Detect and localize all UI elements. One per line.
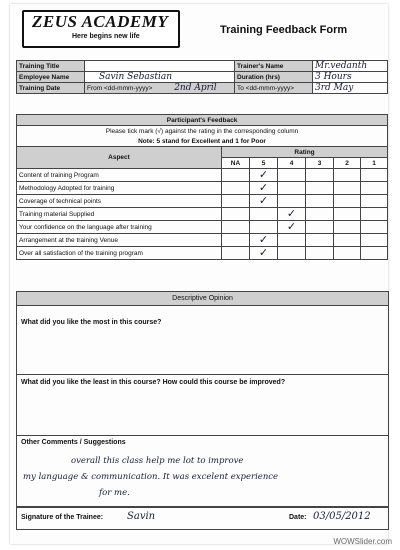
- feedback-row: [17, 195, 388, 208]
- rating-cell-3: [306, 195, 334, 208]
- training-title-value: [85, 61, 235, 72]
- rating-cell-na: [222, 247, 250, 260]
- signature-label: Signature of the Trainee:: [21, 514, 104, 521]
- feedback-row: [17, 169, 388, 182]
- date-label: Date:: [289, 514, 307, 521]
- rating-cell-1: [361, 195, 388, 208]
- rating-cell-4: [278, 195, 306, 208]
- feedback-row: [17, 208, 388, 221]
- rating-cell-na: [222, 234, 250, 247]
- rating-cell-2: [334, 195, 361, 208]
- feedback-row: [17, 221, 388, 234]
- rating-cell-na: [222, 182, 250, 195]
- rating-cell-1: [361, 182, 388, 195]
- trainee-signature: Savin: [127, 511, 156, 522]
- rating-cell-1: [361, 234, 388, 247]
- rating-cell-3: [306, 208, 334, 221]
- aspect-label: Arrangement at the training Venue: [17, 234, 222, 247]
- rating-cell-2: [334, 169, 361, 182]
- question-liked-least: What did you like the least in this course? How could this course be improved?: [21, 379, 286, 386]
- rating-cell-na: [222, 221, 250, 234]
- rating-cell-1: [361, 221, 388, 234]
- rating-col-2: 2: [334, 158, 361, 169]
- to-date-label: To <dd-mmm-yyyy>: [235, 83, 313, 94]
- training-info-table: [16, 60, 388, 94]
- duration-value: 3 Hours: [313, 72, 388, 83]
- trainer-name-value: Mr.vedanth: [313, 61, 388, 72]
- signature-row: [16, 506, 389, 530]
- feedback-note: Note: 5 stand for Excellent and 1 for Poor: [17, 136, 388, 147]
- rating-cell-3: [306, 182, 334, 195]
- rating-cell-1: [361, 169, 388, 182]
- aspect-header: Aspect: [17, 147, 222, 169]
- rating-cell-na: [222, 195, 250, 208]
- rating-cell-1: [361, 247, 388, 260]
- feedback-instruction: Please tick mark (√) against the rating in the corresponding column: [17, 126, 388, 137]
- rating-col-1: 1: [361, 158, 388, 169]
- rating-cell-1: [361, 208, 388, 221]
- employee-name-label: Employee Name: [17, 72, 85, 83]
- training-date-label: Training Date: [17, 83, 85, 94]
- employee-name-value: Savin Sebastian: [85, 72, 235, 83]
- rating-cell-na: [222, 208, 250, 221]
- divider: [17, 435, 388, 436]
- rating-tick-mark: ✓: [278, 208, 306, 221]
- rating-tick-mark: ✓: [250, 169, 278, 182]
- opinion-header: Descriptive Opinion: [17, 292, 388, 306]
- comment-line-3: for me.: [99, 488, 130, 498]
- rating-cell-2: [334, 182, 361, 195]
- aspect-label: Your confidence on the language after training: [17, 221, 222, 234]
- feedback-row: [17, 247, 388, 260]
- rating-cell-na: [222, 169, 250, 182]
- rating-cell-2: [334, 208, 361, 221]
- comment-line-1: overall this class help me lot to improve: [71, 456, 244, 466]
- rating-tick-mark: ✓: [250, 195, 278, 208]
- rating-cell-5: [250, 208, 278, 221]
- feedback-row: [17, 234, 388, 247]
- form-title: Training Feedback Form: [220, 24, 348, 36]
- zeus-academy-logo: [22, 10, 180, 48]
- rating-cell-3: [306, 169, 334, 182]
- logo-name: ZEUS ACADEMY: [32, 12, 169, 31]
- from-date-label: From <dd-mmm-yyyy>: [87, 85, 153, 92]
- from-date-value: 2nd April: [174, 83, 217, 93]
- rating-cell-3: [306, 234, 334, 247]
- date-value: 03/05/2012: [313, 511, 371, 522]
- rating-cell-5: [250, 221, 278, 234]
- rating-cell-3: [306, 221, 334, 234]
- rating-col-5: 5: [250, 158, 278, 169]
- feedback-rows: [17, 169, 388, 260]
- rating-col-4: 4: [278, 158, 306, 169]
- rating-tick-mark: ✓: [278, 221, 306, 234]
- trainer-name-label: Trainer's Name: [235, 61, 313, 72]
- aspect-label: Over all satisfaction of the training program: [17, 247, 222, 260]
- rating-tick-mark: ✓: [250, 247, 278, 260]
- descriptive-opinion-box: [16, 291, 389, 508]
- rating-col-na: NA: [222, 158, 250, 169]
- rating-cell-4: [278, 234, 306, 247]
- rating-cell-4: [278, 182, 306, 195]
- divider: [17, 374, 388, 375]
- aspect-label: Coverage of technical points: [17, 195, 222, 208]
- aspect-label: Content of training Program: [17, 169, 222, 182]
- rating-cell-2: [334, 221, 361, 234]
- question-liked-most: What did you like the most in this course?: [21, 319, 162, 326]
- duration-label: Duration (hrs): [235, 72, 313, 83]
- rating-cell-2: [334, 247, 361, 260]
- rating-cell-4: [278, 247, 306, 260]
- rating-cell-2: [334, 234, 361, 247]
- from-date-cell: [85, 83, 235, 94]
- comment-line-2: my language & communication. It was excelent experience: [23, 472, 279, 482]
- rating-col-3: 3: [306, 158, 334, 169]
- rating-cell-3: [306, 247, 334, 260]
- feedback-row: [17, 182, 388, 195]
- training-title-label: Training Title: [17, 61, 85, 72]
- rating-tick-mark: ✓: [250, 182, 278, 195]
- aspect-label: Training material Supplied: [17, 208, 222, 221]
- rating-header: Rating: [222, 147, 388, 158]
- feedback-header: Participant's Feedback: [17, 115, 388, 126]
- to-date-value: 3rd May: [313, 83, 388, 94]
- rating-cell-4: [278, 169, 306, 182]
- watermark: WOWSlider.com: [333, 537, 392, 546]
- logo-tagline: Here begins new life: [72, 33, 140, 40]
- aspect-label: Methodology Adopted for training: [17, 182, 222, 195]
- comments-label: Other Comments / Suggestions: [21, 439, 126, 446]
- participant-feedback-table: [16, 114, 388, 260]
- rating-tick-mark: ✓: [250, 234, 278, 247]
